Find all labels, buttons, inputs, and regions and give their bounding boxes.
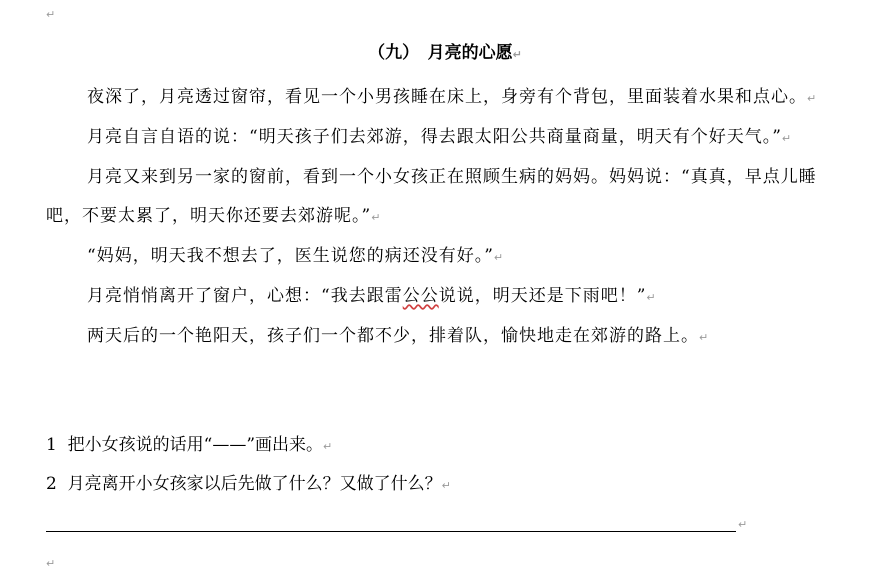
paragraph-mark: ↵ bbox=[738, 518, 748, 531]
paragraph-mark: ↵ bbox=[699, 331, 710, 344]
title-text: （九） 月亮的心愿 bbox=[368, 43, 513, 63]
story-paragraph bbox=[46, 277, 828, 317]
story-paragraph bbox=[46, 118, 828, 158]
paragraph-text: 说说，明天还是下雨吧！” bbox=[438, 286, 647, 306]
question-text: 2 月亮离开小女孩家以后先做了什么？又做了什么？ bbox=[46, 474, 442, 494]
story-paragraph bbox=[46, 317, 828, 357]
paragraph-mark: ↵ bbox=[46, 557, 56, 570]
question-1 bbox=[46, 432, 332, 460]
paragraph-text: “妈妈，明天我不想去了，医生说您的病还没有好。” bbox=[87, 246, 494, 266]
story-paragraph bbox=[46, 158, 828, 237]
story-paragraph bbox=[46, 78, 828, 118]
question-2 bbox=[46, 471, 451, 499]
paragraph-text: 月亮悄悄离开了窗户，心想：“我去跟雷 bbox=[87, 286, 403, 306]
paragraph-mark: ↵ bbox=[493, 251, 505, 264]
paragraph-mark: ↵ bbox=[807, 92, 818, 105]
paragraph-mark: ↵ bbox=[46, 8, 56, 21]
paragraph-mark: ↵ bbox=[371, 211, 382, 224]
story-body bbox=[46, 78, 828, 357]
spellcheck-underlined-word: 公公 bbox=[402, 286, 439, 306]
paragraph-mark: ↵ bbox=[441, 479, 451, 492]
story-paragraph bbox=[46, 237, 828, 277]
paragraph-text: 月亮自言自语的说：“明天孩子们去郊游，得去跟太阳公共商量商量，明天有个好天气。” bbox=[87, 127, 782, 147]
paragraph-mark: ↵ bbox=[646, 291, 657, 304]
paragraph-text: 月亮又来到另一家的窗前，看到一个小女孩正在照顾生病的妈妈。妈妈说：“真真，早点儿睡吧，不要太累了，明天你还要去郊游呢。” bbox=[46, 167, 817, 226]
question-text: 1 把小女孩说的话用“——”画出来。 bbox=[46, 435, 324, 455]
paragraph-mark: ↵ bbox=[323, 440, 333, 453]
answer-line[interactable] bbox=[46, 531, 736, 532]
paragraph-mark: ↵ bbox=[512, 48, 522, 61]
document-title bbox=[0, 40, 890, 68]
paragraph-text: 两天后的一个艳阳天，孩子们一个都不少，排着队，愉快地走在郊游的路上。 bbox=[87, 326, 699, 346]
paragraph-text: 夜深了，月亮透过窗帘，看见一个小男孩睡在床上，身旁有个背包，里面装着水果和点心。 bbox=[87, 87, 807, 107]
paragraph-mark: ↵ bbox=[781, 132, 793, 145]
